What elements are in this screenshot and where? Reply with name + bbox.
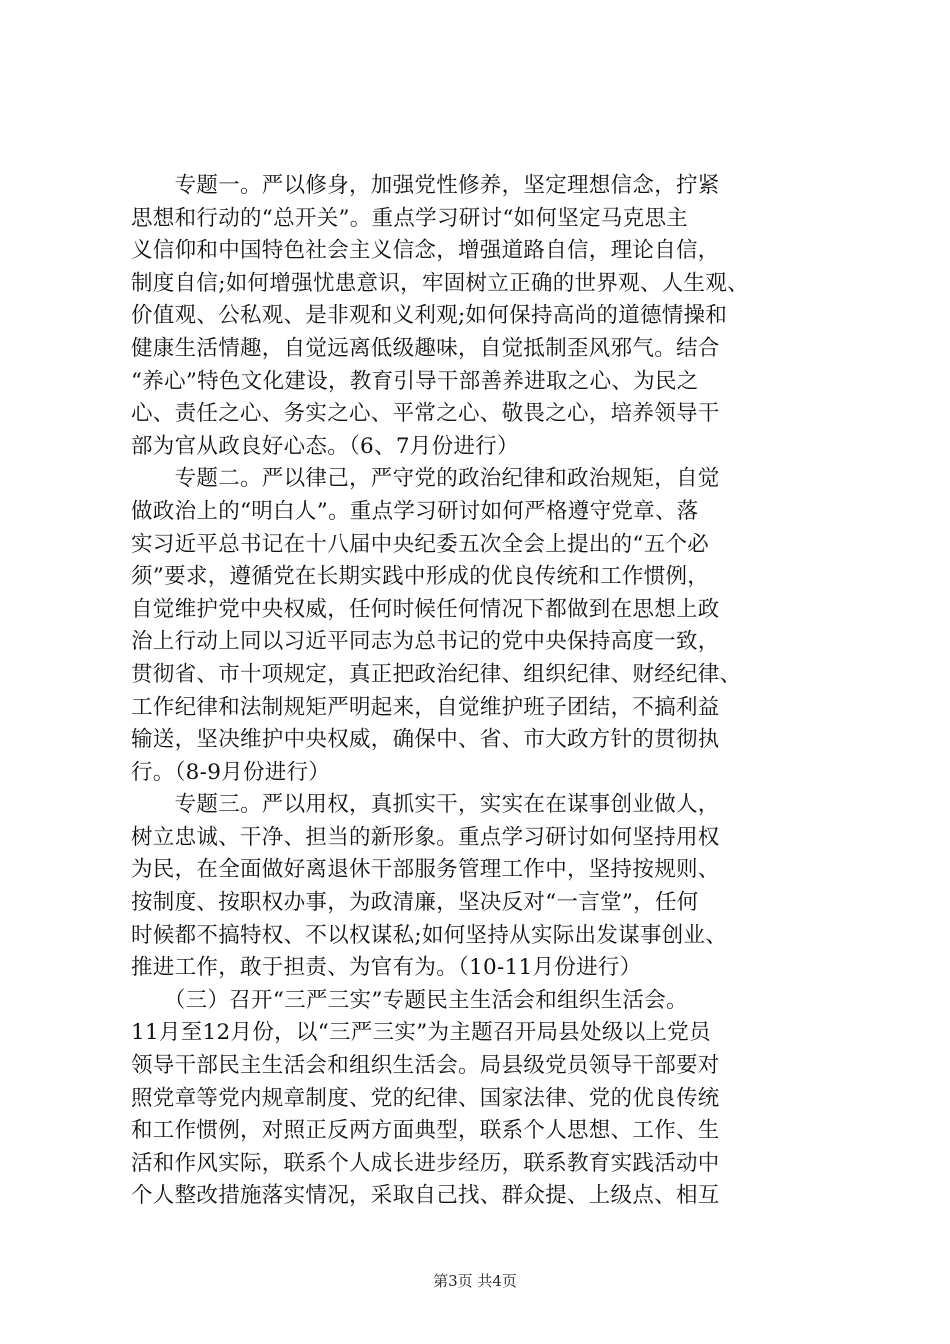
- page-footer: [0, 1271, 950, 1291]
- text-line: 为民，在全面做好离退休干部服务管理工作中，坚持按规则、: [131, 857, 720, 883]
- text-line: 实习近平总书记在十八届中央纪委五次全会上提出的“五个必: [131, 531, 710, 557]
- document-body: [131, 170, 851, 1213]
- text-line: 做政治上的“明白人”。重点学习研讨如何严格遵守党章、落: [131, 498, 699, 524]
- text-line: （三）召开“三严三实”专题民主生活会和组织生活会。: [131, 987, 688, 1013]
- text-line: 领导干部民主生活会和组织生活会。局县级党员领导干部要对: [131, 1053, 720, 1079]
- text-line: 和工作惯例，对照正反两方面典型，联系个人思想、工作、生: [131, 1118, 720, 1144]
- text-line: 照党章等党内规章制度、党的纪律、国家法律、党的优良传统: [131, 1085, 720, 1111]
- text-line: 个人整改措施落实情况，采取自己找、群众提、上级点、相互: [131, 1183, 720, 1209]
- text-line: 时候都不搞特权、不以权谋私;如何坚持从实际出发谋事创业、: [131, 922, 728, 948]
- text-line: 自觉维护党中央权威，任何时候任何情况下都做到在思想上政: [131, 596, 720, 622]
- text-line: 树立忠诚、干净、担当的新形象。重点学习研讨如何坚持用权: [131, 824, 720, 850]
- text-line: 义信仰和中国特色社会主义信念，增强道路自信，理论自信，: [131, 238, 720, 264]
- text-line: 专题三。严以用权，真抓实干，实实在在谋事创业做人，: [131, 792, 720, 818]
- text-line: 专题二。严以律己，严守党的政治纪律和政治规矩，自觉: [131, 466, 720, 492]
- text-line: 按制度、按职权办事，为政清廉，坚决反对“一言堂”，任何: [131, 890, 699, 916]
- text-line: 行。（8-9月份进行）: [131, 759, 331, 785]
- text-line: 活和作风实际，联系个人成长进步经历，联系教育实践活动中: [131, 1150, 720, 1176]
- text-line: 工作纪律和法制规矩严明起来，自觉维护班子团结，不搞利益: [131, 694, 720, 720]
- text-line: 部为官从政良好心态。（6、7月份进行）: [131, 433, 519, 459]
- text-line: 须”要求，遵循党在长期实践中形成的优良传统和工作惯例，: [131, 564, 710, 590]
- text-line: 11月至12月份，以“三严三实”为主题召开局县处级以上党员: [131, 1020, 711, 1046]
- text-line: 心、责任之心、务实之心、平常之心、敬畏之心，培养领导干: [131, 401, 720, 427]
- text-line: 思想和行动的“总开关”。重点学习研讨“如何坚定马克思主: [131, 205, 689, 231]
- text-line: 贯彻省、市十项规定，真正把政治纪律、组织纪律、财经纪律、: [131, 661, 742, 687]
- page-number: 第3页 共4页: [433, 1272, 517, 1290]
- text-line: 输送，坚决维护中央权威，确保中、省、市大政方针的贯彻执: [131, 727, 720, 753]
- text-line: 推进工作，敢于担责、为官有为。（10-11月份进行）: [131, 955, 642, 981]
- text-line: 价值观、公私观、是非观和义利观;如何保持高尚的道德情操和: [131, 303, 728, 329]
- text-line: “养心”特色文化建设，教育引导干部善养进取之心、为民之: [131, 368, 699, 394]
- text-line: 制度自信;如何增强忧患意识，牢固树立正确的世界观、人生观、: [131, 270, 749, 296]
- text-line: 健康生活情趣，自觉远离低级趣味，自觉抵制歪风邪气。结合: [131, 335, 720, 361]
- text-line: 专题一。严以修身，加强党性修养，坚定理想信念，拧紧: [131, 173, 720, 198]
- text-line: 治上行动上同以习近平同志为总书记的党中央保持高度一致，: [131, 629, 720, 655]
